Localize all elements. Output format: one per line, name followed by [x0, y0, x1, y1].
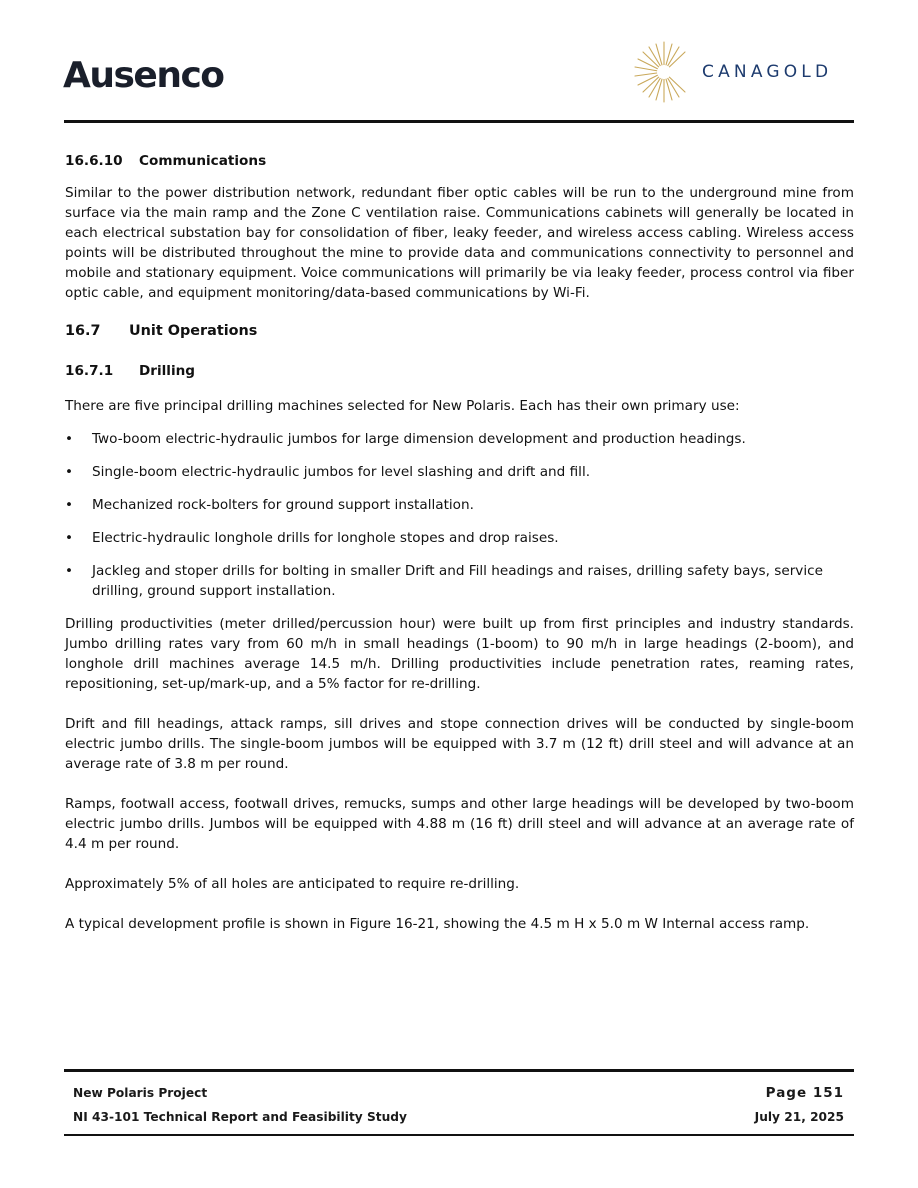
footer-rule-bottom — [64, 1134, 854, 1136]
document-body — [65, 151, 854, 934]
list-item: • Jackleg and stoper drills for bolting in smaller Drift and Fill headings and raises, drilling safety bays, service drilling, ground support installation. — [65, 563, 823, 599]
footer-rule-top — [64, 1069, 854, 1072]
communications-paragraph: Similar to the power distribution network, redundant fiber optic cables will be run to the underground mine from surface via the main ramp and the Zone C ventilation raise. Communications cabinets will generally be located in each electrical substation bay for consolidation of fiber, leaky feeder, and wireless access cabling. Wireless access points will be distributed throughout the mine to provide data and communications connectivity to personnel and mobile and stationary equipment. Voice communications will primarily be via leaky feeder, process control via fiber optic cable, and equipment monitoring/data-based communications by Wi-Fi. — [65, 185, 854, 301]
heading-number: 16.7.1 — [65, 363, 114, 379]
heading-16-7-1 — [65, 361, 854, 381]
list-item: • Single-boom electric-hydraulic jumbos for level slashing and drift and fill. — [65, 464, 591, 480]
body-paragraph: Approximately 5% of all holes are anticipated to require re-drilling. — [65, 876, 520, 892]
footer-project: New Polaris Project — [73, 1086, 208, 1100]
heading-number: 16.7 — [65, 323, 101, 339]
canagold-logo — [634, 40, 832, 104]
ausenco-logo — [63, 56, 224, 96]
header-rule — [64, 120, 854, 123]
body-paragraph: A typical development profile is shown in Figure 16-21, showing the 4.5 m H x 5.0 m W Internal access ramp. — [65, 916, 810, 932]
ausenco-logo-text: Ausenco — [63, 55, 224, 96]
footer-page-number: Page 151 — [765, 1085, 844, 1101]
list-item: • Electric-hydraulic longhole drills for longhole stopes and drop raises. — [65, 530, 559, 546]
list-item: • Two-boom electric-hydraulic jumbos for large dimension development and production headings. — [65, 431, 746, 447]
heading-title: Drilling — [139, 363, 196, 379]
drilling-intro: There are five principal drilling machines selected for New Polaris. Each has their own primary use: — [65, 398, 740, 414]
body-paragraph: Drilling productivities (meter drilled/percussion hour) were built up from first principles and industry standards. Jumbo drilling rates vary from 60 m/h in small headings (1-boom) to 90 m/h in large headings (2-boom), and longhole drill machines average 14.5 m/h. Drilling productivities include penetration rates, reaming rates, repositioning, set-up/mark-up, and a 5% factor for re-drilling. — [65, 616, 854, 692]
footer-report-title: NI 43-101 Technical Report and Feasibility Study — [73, 1110, 407, 1124]
footer-date: July 21, 2025 — [754, 1110, 844, 1124]
list-item: • Mechanized rock-bolters for ground support installation. — [65, 497, 474, 513]
canagold-logo-text: CANAGOLD — [702, 62, 833, 82]
body-paragraph: Ramps, footwall access, footwall drives, remucks, sumps and other large headings will be developed by two-boom electric jumbo drills. Jumbos will be equipped with 4.88 m (16 ft) drill steel and will advance at an average rate of 4.4 m per round. — [65, 796, 854, 852]
heading-title: Unit Operations — [129, 323, 258, 339]
body-paragraph: Drift and fill headings, attack ramps, sill drives and stope connection drives will be conducted by single-boom electric jumbo drills. The single-boom jumbos will be equipped with 3.7 m (12 ft) drill steel and will advance at an average rate of 3.8 m per round. — [65, 716, 854, 772]
heading-title: Communications — [139, 153, 267, 169]
heading-number: 16.6.10 — [65, 153, 123, 169]
heading-16-6-10 — [65, 151, 854, 171]
sunburst-icon — [634, 40, 694, 104]
drilling-machine-list — [65, 429, 854, 601]
heading-16-7 — [65, 321, 854, 341]
